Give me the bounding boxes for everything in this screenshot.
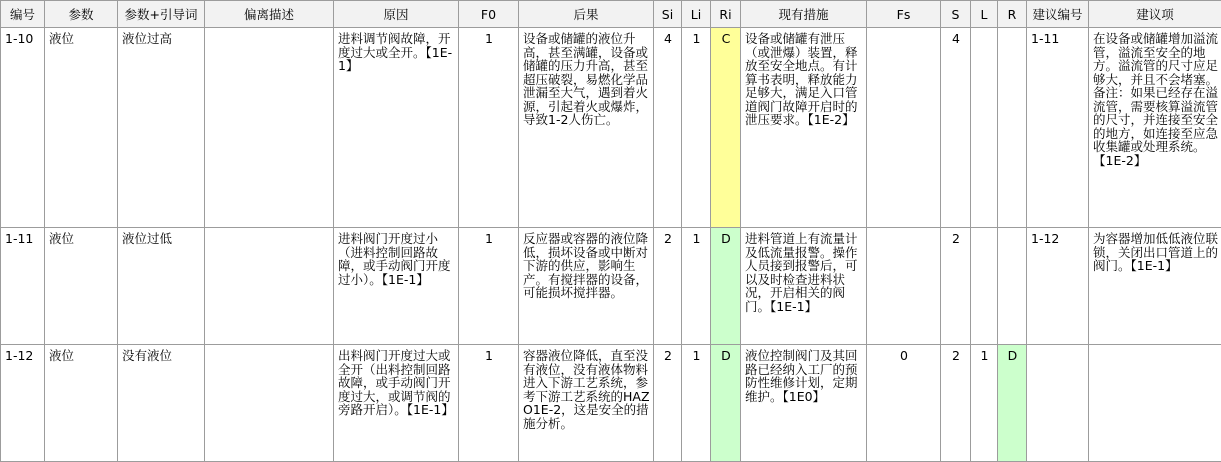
cell-li[interactable] (682, 345, 711, 462)
ri-text: D (711, 228, 740, 246)
recommendation-text: 为容器增加低低液位联锁，关闭出口管道上的阀门。【1E-1】 (1089, 228, 1221, 273)
id-text: 1-11 (1, 228, 44, 246)
header-r[interactable]: R (998, 1, 1027, 28)
table-row (1, 228, 1221, 345)
header-f0[interactable]: F0 (459, 1, 519, 28)
cell-parameter[interactable] (45, 345, 118, 462)
header-recommendation[interactable]: 建议项 (1089, 1, 1221, 28)
header-ri[interactable]: Ri (711, 1, 741, 28)
header-consequence[interactable]: 后果 (519, 1, 654, 28)
ri-text: C (711, 28, 740, 46)
header-parameter[interactable]: 参数 (45, 1, 118, 28)
table-row (1, 28, 1221, 228)
cell-deviation[interactable] (205, 28, 334, 228)
cell-r[interactable] (998, 345, 1027, 462)
deviation-text (205, 228, 333, 232)
cell-recommendation-no[interactable] (1027, 228, 1089, 345)
cell-existing-measures[interactable] (741, 28, 867, 228)
guideword-text: 液位过高 (118, 28, 204, 46)
header-deviation[interactable]: 偏离描述 (205, 1, 334, 28)
cause-text: 进料调节阀故障，开度过大或全开。【1E-1】 (334, 28, 458, 73)
cell-l[interactable] (971, 228, 998, 345)
fs-text: 0 (867, 345, 940, 363)
cell-r[interactable] (998, 28, 1027, 228)
header-existing-measures[interactable]: 现有措施 (741, 1, 867, 28)
li-text: 1 (682, 345, 710, 363)
cell-s[interactable] (941, 228, 971, 345)
cell-id[interactable] (1, 28, 45, 228)
cell-recommendation[interactable] (1089, 345, 1221, 462)
s-text: 2 (941, 345, 970, 363)
f0-text: 1 (459, 228, 518, 246)
recommendation-text (1089, 345, 1221, 349)
recommendation-no-text (1027, 345, 1088, 349)
cell-si[interactable] (654, 228, 682, 345)
header-l[interactable]: L (971, 1, 998, 28)
header-li[interactable]: Li (682, 1, 711, 28)
consequence-text: 容器液位降低，直至没有液位，没有液体物料进入下游工艺系统，参考下游工艺系统的HAZO1E-2，这是安全的措施分析。 (519, 345, 653, 430)
fs-text (867, 228, 940, 232)
header-cause[interactable]: 原因 (334, 1, 459, 28)
consequence-text: 设备或储罐的液位升高，甚至满罐，设备或储罐的压力升高，甚至超压破裂，易燃化学品泄漏至大气，遇到着火源，引起着火或爆炸，导致1-2人伤亡。 (519, 28, 653, 127)
l-text (971, 228, 997, 232)
parameter-text: 液位 (45, 28, 117, 46)
cell-recommendation-no[interactable] (1027, 345, 1089, 462)
fs-text (867, 28, 940, 32)
li-text: 1 (682, 228, 710, 246)
l-text: 1 (971, 345, 997, 363)
cell-r[interactable] (998, 228, 1027, 345)
cell-fs[interactable] (867, 228, 941, 345)
cell-l[interactable] (971, 28, 998, 228)
cell-s[interactable] (941, 345, 971, 462)
cell-f0[interactable] (459, 228, 519, 345)
cell-existing-measures[interactable] (741, 228, 867, 345)
measures-text: 液位控制阀门及其回路已经纳入工厂的预防性维修计划，定期维护。【1E0】 (741, 345, 866, 403)
cell-cause[interactable] (334, 345, 459, 462)
header-guideword[interactable]: 参数+引导词 (118, 1, 205, 28)
s-text: 2 (941, 228, 970, 246)
cell-recommendation[interactable] (1089, 228, 1221, 345)
measures-text: 进料管道上有流量计及低流量报警。操作人员接到报警后，可以及时检查进料状况，开启相关的阀门。【1E-1】 (741, 228, 866, 313)
cell-consequence[interactable] (519, 28, 654, 228)
cell-li[interactable] (682, 28, 711, 228)
cell-cause[interactable] (334, 28, 459, 228)
cell-guideword[interactable] (118, 228, 205, 345)
header-s[interactable]: S (941, 1, 971, 28)
id-text: 1-10 (1, 28, 44, 46)
cell-deviation[interactable] (205, 345, 334, 462)
deviation-text (205, 28, 333, 32)
li-text: 1 (682, 28, 710, 46)
r-text (998, 228, 1026, 232)
cell-guideword[interactable] (118, 28, 205, 228)
table-row (1, 345, 1221, 462)
s-text: 4 (941, 28, 970, 46)
recommendation-no-text: 1-12 (1027, 228, 1088, 246)
cell-parameter[interactable] (45, 28, 118, 228)
consequence-text: 反应器或容器的液位降低，损坏设备或中断对下游的供应，影响生产。有搅拌器的设备，可能损坏搅拌器。 (519, 228, 653, 300)
cell-consequence[interactable] (519, 228, 654, 345)
guideword-text: 液位过低 (118, 228, 204, 246)
cause-text: 进料阀门开度过小（进料控制回路故障，或手动阀门开度过小）。【1E-1】 (334, 228, 458, 286)
recommendation-no-text: 1-11 (1027, 28, 1088, 46)
cell-ri[interactable] (711, 28, 741, 228)
cell-ri[interactable] (711, 345, 741, 462)
id-text: 1-12 (1, 345, 44, 363)
header-row (1, 1, 1221, 28)
cell-id[interactable] (1, 228, 45, 345)
header-recommendation-no[interactable]: 建议编号 (1027, 1, 1089, 28)
r-text (998, 28, 1026, 32)
cell-recommendation-no[interactable] (1027, 28, 1089, 228)
r-text: D (998, 345, 1026, 363)
parameter-text: 液位 (45, 345, 117, 363)
cell-cause[interactable] (334, 228, 459, 345)
cell-fs[interactable] (867, 28, 941, 228)
si-text: 4 (654, 28, 681, 46)
header-fs[interactable]: Fs (867, 1, 941, 28)
cell-f0[interactable] (459, 345, 519, 462)
cell-guideword[interactable] (118, 345, 205, 462)
f0-text: 1 (459, 28, 518, 46)
cell-s[interactable] (941, 28, 971, 228)
cause-text: 出料阀门开度过大或全开（出料控制回路故障，或手动阀门开度过大，或调节阀的旁路开启）。【1E-1】 (334, 345, 458, 417)
ri-text: D (711, 345, 740, 363)
l-text (971, 28, 997, 32)
cell-ri[interactable] (711, 228, 741, 345)
measures-text: 设备或储罐有泄压（或泄爆）装置，释放至安全地点。有计算书表明，释放能力足够大，满足入口管道阀门故障开启时的泄压要求。【1E-2】 (741, 28, 866, 127)
header-si[interactable]: Si (654, 1, 682, 28)
si-text: 2 (654, 228, 681, 246)
cell-f0[interactable] (459, 28, 519, 228)
cell-fs[interactable] (867, 345, 941, 462)
cell-li[interactable] (682, 228, 711, 345)
cell-si[interactable] (654, 28, 682, 228)
recommendation-text: 在设备或储罐增加溢流管，溢流至安全的地方。溢流管的尺寸应足够大，并且不会堵塞。备注：如果已经存在溢流管，需要核算溢流管的尺寸，并连接至安全的地方，如连接至应急收集罐或处理系统。【1E-2】 (1089, 28, 1221, 167)
deviation-text (205, 345, 333, 349)
cell-existing-measures[interactable] (741, 345, 867, 462)
cell-id[interactable] (1, 345, 45, 462)
f0-text: 1 (459, 345, 518, 363)
parameter-text: 液位 (45, 228, 117, 246)
cell-consequence[interactable] (519, 345, 654, 462)
cell-deviation[interactable] (205, 228, 334, 345)
cell-si[interactable] (654, 345, 682, 462)
cell-recommendation[interactable] (1089, 28, 1221, 228)
header-id[interactable]: 编号 (1, 1, 45, 28)
cell-l[interactable] (971, 345, 998, 462)
guideword-text: 没有液位 (118, 345, 204, 363)
si-text: 2 (654, 345, 681, 363)
cell-parameter[interactable] (45, 228, 118, 345)
